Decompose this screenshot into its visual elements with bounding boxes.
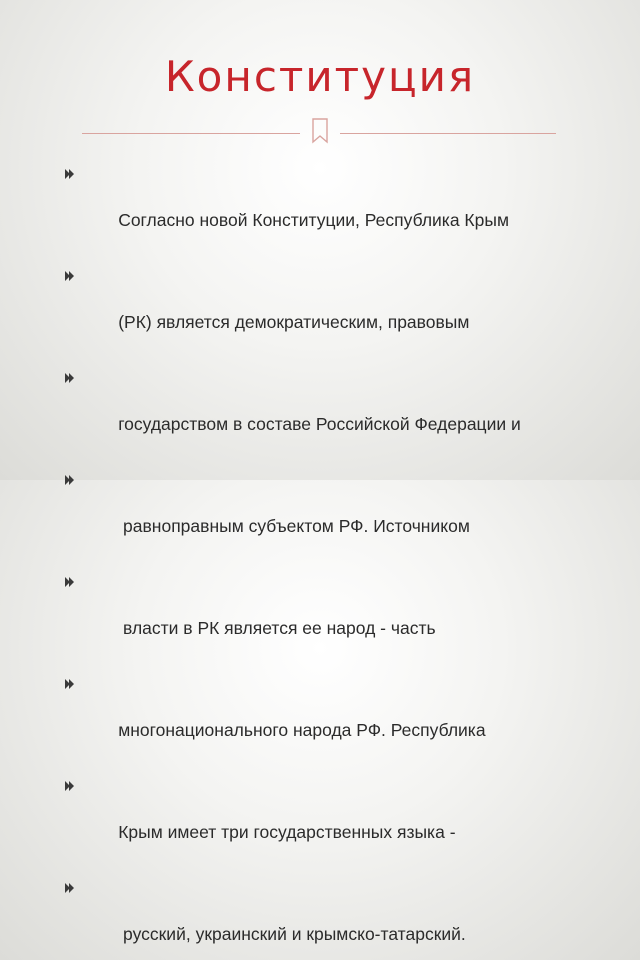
- chevron-bullet-icon: [64, 882, 75, 894]
- chevron-bullet-icon: [64, 780, 75, 792]
- list-item: [64, 673, 624, 765]
- list-item-text: (РК) является демократическим, правовым: [118, 312, 470, 332]
- slide-title: Конституция: [164, 52, 476, 101]
- list-item: [64, 367, 624, 459]
- bookmark-ornament-icon: [311, 118, 329, 144]
- list-item: [64, 775, 624, 867]
- bullet-list: [64, 163, 624, 960]
- list-item-text: Крым имеет три государственных языка -: [118, 822, 456, 842]
- chevron-bullet-icon: [64, 474, 75, 486]
- list-item: [64, 571, 624, 663]
- chevron-bullet-icon: [64, 678, 75, 690]
- title-divider-left: [82, 133, 300, 134]
- list-item-text: государством в составе Российской Федерации и: [118, 414, 521, 434]
- list-item: [64, 877, 624, 960]
- list-item-text: равноправным субъектом РФ. Источником: [118, 516, 470, 536]
- list-item-text: власти в РК является ее народ - часть: [118, 618, 436, 638]
- list-item: [64, 265, 624, 357]
- list-item-text: русский, украинский и крымско-татарский.: [118, 924, 466, 944]
- chevron-bullet-icon: [64, 270, 75, 282]
- list-item: [64, 163, 624, 255]
- chevron-bullet-icon: [64, 372, 75, 384]
- chevron-bullet-icon: [64, 576, 75, 588]
- chevron-bullet-icon: [64, 168, 75, 180]
- list-item-text: многонационального народа РФ. Республика: [118, 720, 486, 740]
- title-divider-right: [340, 133, 556, 134]
- list-item-text: Согласно новой Конституции, Республика Крым: [118, 210, 509, 230]
- list-item: [64, 469, 624, 561]
